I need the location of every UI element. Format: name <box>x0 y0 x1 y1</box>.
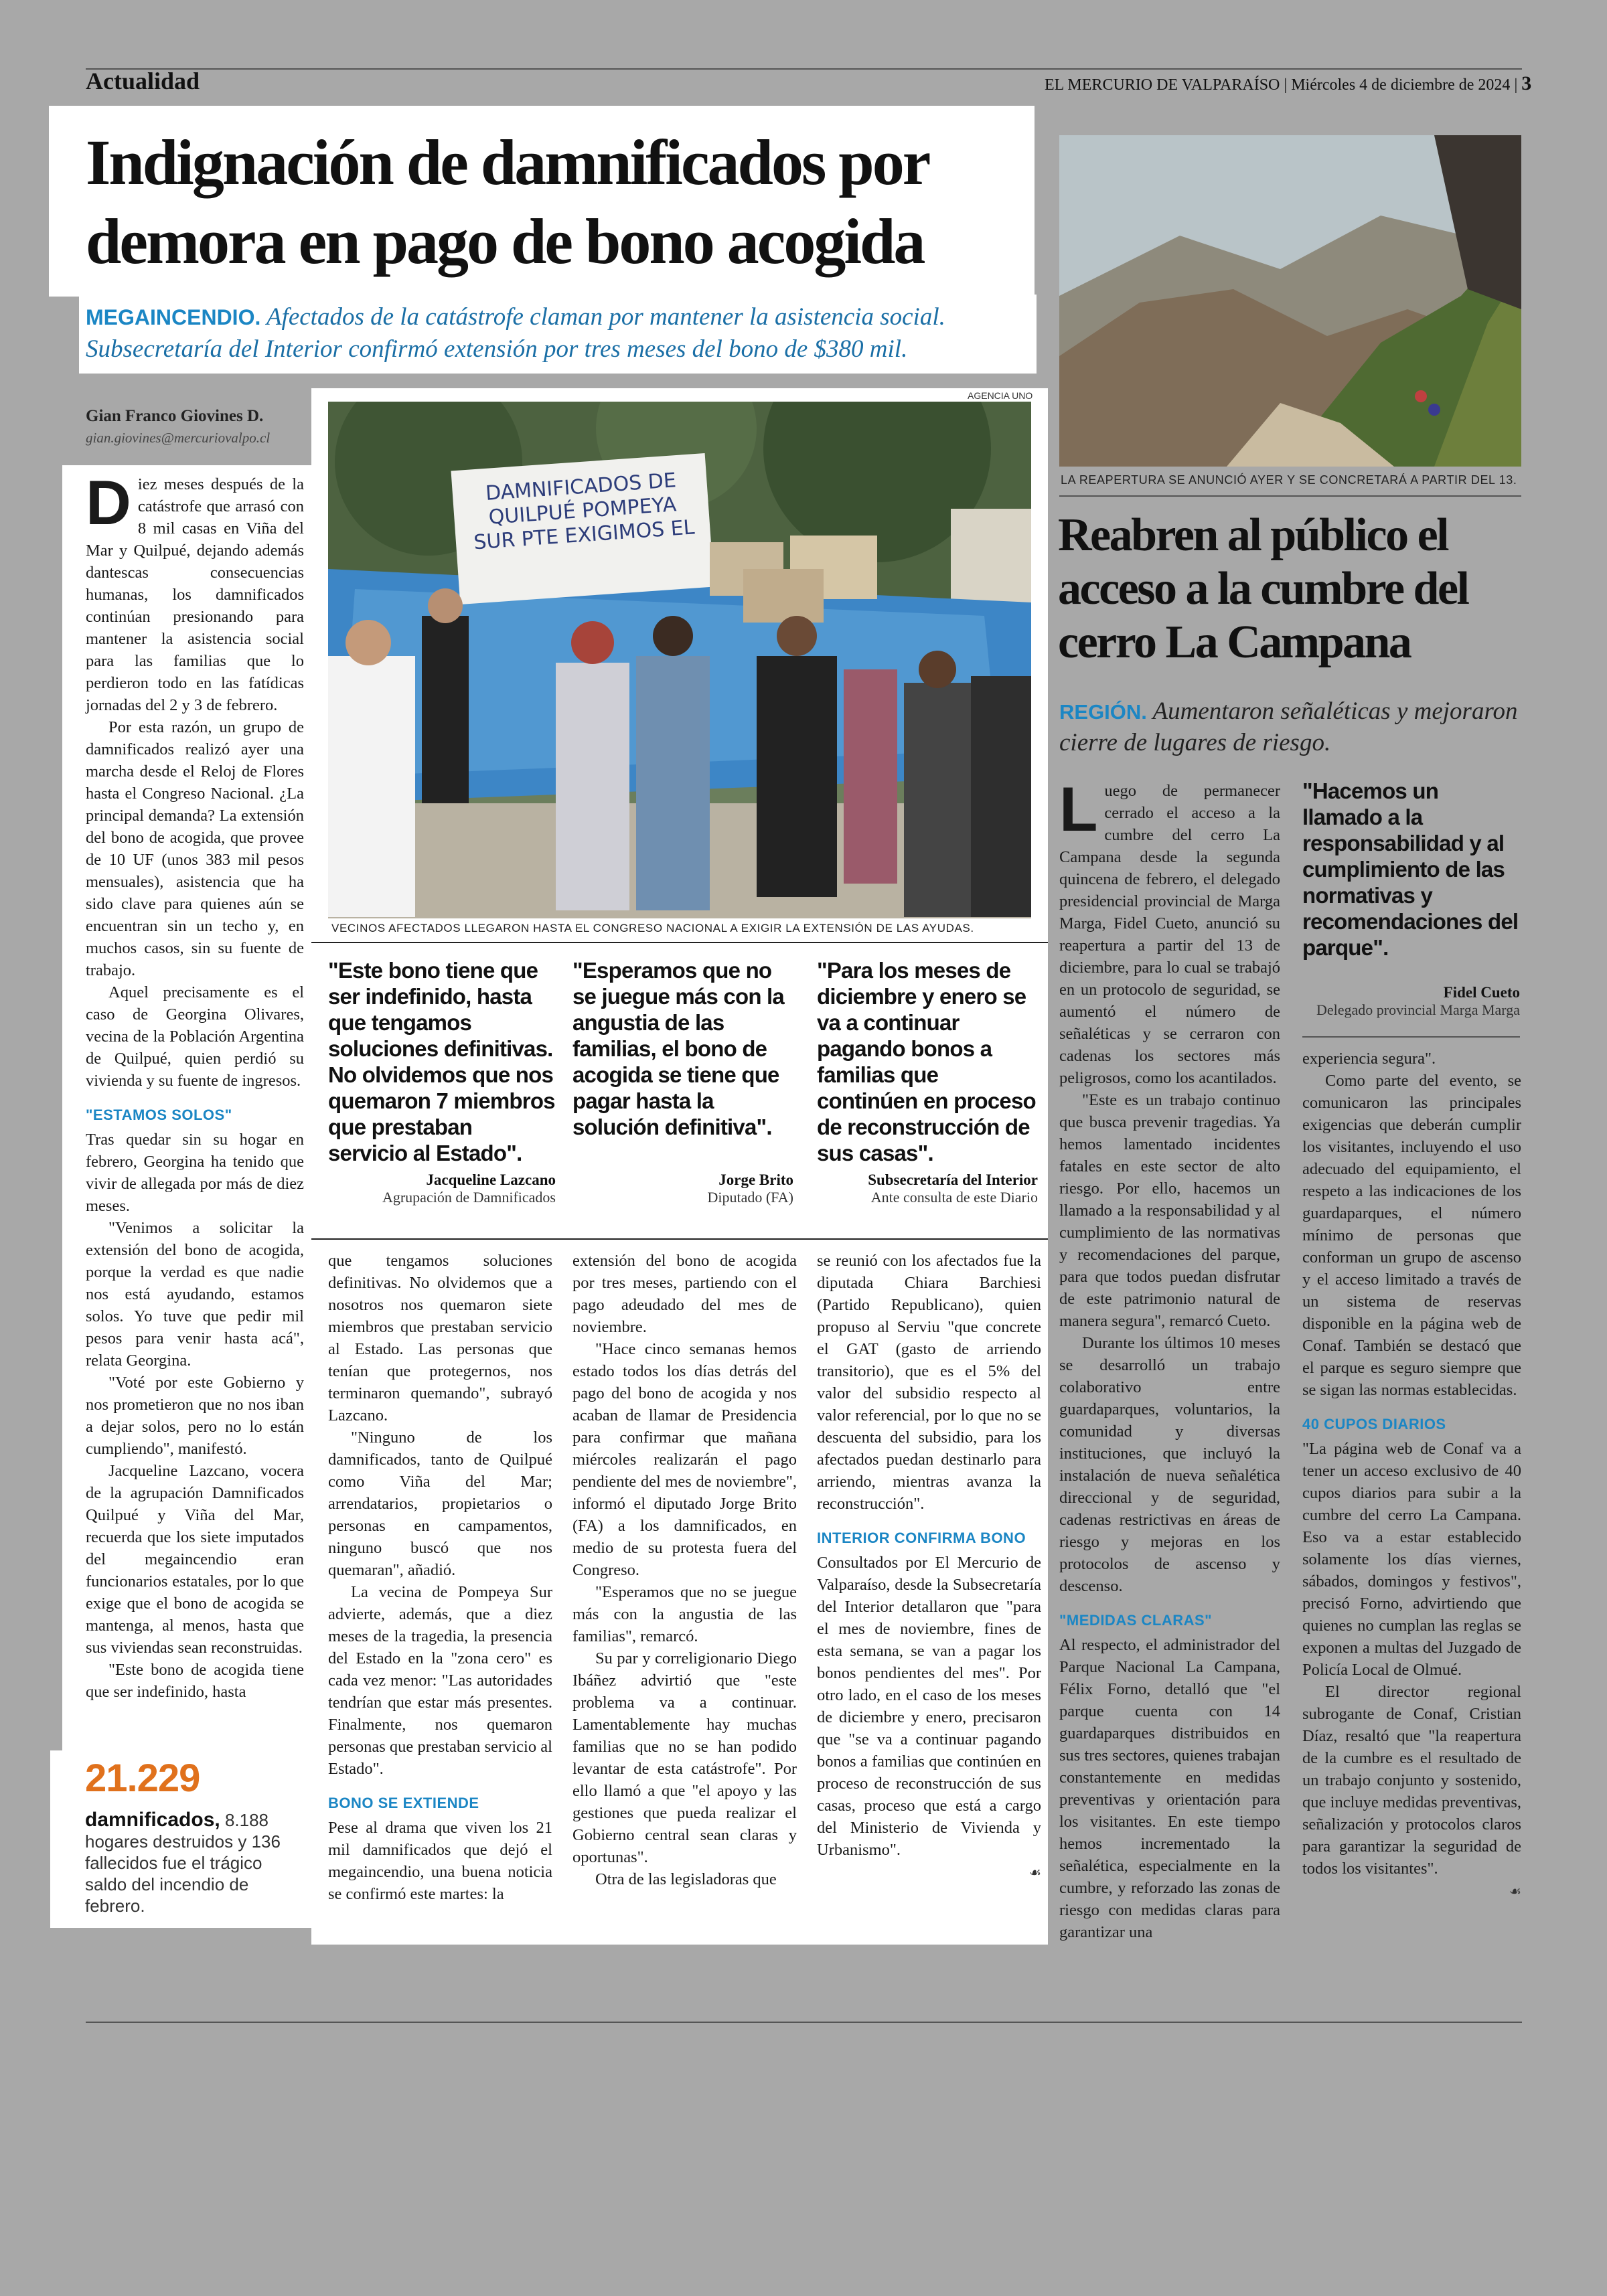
author: Gian Franco Giovines D. <box>86 407 264 425</box>
headline: Indignación de damnificados por demora en pago de bono acogida <box>86 127 929 277</box>
paragraph: que tengamos soluciones definitivas. No olvidemos que a nosotros nos quemaron siete miembros que prestaban servicio al Estado. Las personas que tenían que protegernos, nos terminaron quemando", subrayó Lazcano. <box>328 1252 552 1424</box>
paragraph: Aquel precisamente es el caso de Georgina Olivares, vecina de la Población Argentina de Quilpué, quien perdió su vivienda y su fuente de ingresos. <box>86 983 304 1090</box>
lead-box <box>79 295 1037 374</box>
paragraph: Otra de las legisladoras que <box>595 1870 777 1888</box>
end-mark-icon: ☙ <box>1029 1866 1041 1880</box>
stat-text: damnificados, 8.188 hogares destruidos y 136 fallecidos fue el trágico saldo del incendio de febrero. <box>85 1809 281 1916</box>
subheading: INTERIOR CONFIRMA BONO <box>817 1530 1026 1546</box>
paragraph: La vecina de Pompeya Sur advierte, además, que a diez meses de la tragedia, la presencia del Estado en la "zona cero" es cada vez menor: "Las autoridades tendrían que estar más presentes. Finalmente, nos quemaron personas que prestaban servicio al Estado". <box>328 1583 552 1778</box>
side-column-2 <box>1302 1048 1521 1903</box>
column-2 <box>328 1250 552 1905</box>
footer-rule <box>86 2022 1522 2023</box>
photo-credit: AGENCIA UNO <box>968 390 1033 401</box>
paragraph: "Este es un trabajo continuo que busca prevenir tragedias. Ya hemos lamentado incidentes fatales en este sector de alto riesgo. Por ello, hacemos un llamado a la responsabilidad y al cumplimiento de las normativas y recomendaciones del parque, para que todos puedan disfrutar de este patrimonio natural de manera segura", remarcó Cueto. <box>1059 1091 1280 1330</box>
paragraph: extensión del bono de acogida por tres meses, partiendo con el pago adeudado del mes de noviembre. <box>572 1252 797 1336</box>
paragraph: Durante los últimos 10 meses se desarrolló un trabajo colaborativo entre guardaparques, voluntarios, la comunidad y diversas instituciones, que incluyó la instalación de nueva señalética direccional y de seguridad, cadenas restrictivas en áreas de riesgo y mejoras en los protocolos de ascenso y descenso. <box>1059 1334 1280 1595</box>
column-3 <box>572 1250 797 1890</box>
subheading: "MEDIDAS CLARAS" <box>1059 1612 1213 1629</box>
paragraph: Como parte del evento, se comunicaron las principales exigencias que deberán cumplir los visitantes, incluyendo el uso adecuado del equipamiento, el respeto a las indicaciones de los guardaparques, el número mínimo de personas que conforman un grupo de ascenso y el acceso limitado a través de un sistema de reservas disponible en la página web de Conaf. También se destacó que el parque es seguro siempre que se sigan las normas establecidas. <box>1302 1072 1521 1399</box>
lead: MEGAINCENDIO. Afectados de la catástrofe claman por mantener la asistencia social. Subsecretaría del Interior confirmó extensión por tres meses del bono de $380 mil. <box>86 303 945 363</box>
paragraph: El director regional subrogante de Conaf, Cristian Díaz, resaltó que "la reapertura de la cumbre es el resultado de un trabajo conjunto y sostenido, que incluye medidas preventivas, señalización y protocolos claros para garantizar la seguridad de todos los visitantes". <box>1302 1683 1521 1878</box>
paragraph: "Voté por este Gobierno y nos prometieron que no nos iban a dejar solos, pero no lo están cumpliendo", manifestó. <box>86 1374 304 1458</box>
paragraph: "Esperamos que no se juegue más con la angustia de las familias", remarcó. <box>572 1583 797 1645</box>
paragraph: "Este bono de acogida tiene que ser indefinido, hasta <box>86 1661 304 1701</box>
masthead-line: EL MERCURIO DE VALPARAÍSO | Miércoles 4 de diciembre de 2024 | 3 <box>1045 72 1532 94</box>
side-photo-caption: LA REAPERTURA SE ANUNCIÓ AYER Y SE CONCRETARÁ A PARTIR DEL 13. <box>1061 473 1517 487</box>
paragraph: Su par y correligionario Diego Ibáñez advirtió que "este problema va a continuar. Lamentablemente hay muchas familias que no se han podido levantar de esta catástrofe". Por ello llamó a que "el apoyo y las gestiones que pueda realizar el Gobierno central sean claras y oportunas". <box>572 1649 797 1866</box>
paragraph: Por esta razón, un grupo de damnificados realizó ayer una marcha desde el Reloj de Flores hasta el Congreso Nacional. ¿La principal demanda? La extensión del bono de acogida, que provee de 10 UF (unos 383 mil pesos mensuales), asistencia que ha sido clave para quienes aún se encuentran sin un techo y, en muchos casos, sin su fuente de trabajo. <box>86 718 304 979</box>
column-4 <box>817 1250 1041 1884</box>
side-end-mark-icon: ☙ <box>1509 1884 1521 1899</box>
author-email[interactable]: gian.giovines@mercuriovalpo.cl <box>86 430 271 446</box>
paragraph: Tras quedar sin su hogar en febrero, Georgina ha tenido que vivir de allegada por más de diez meses. <box>86 1131 304 1215</box>
paragraph: "La página web de Conaf va a tener un acceso exclusivo de 40 cupos diarios para subir a la cumbre del cerro La Campana. Eso va a estar establecido solamente los días viernes, sábados, domingos y festivos", precisó Forno, advirtiendo que quienes no cumplan las reglas se exponen a multas del Juzgado de Policía Local de Olmué. <box>1302 1440 1521 1679</box>
paragraph: Diez meses después de la catástrofe que arrasó con 8 mil casas en Viña del Mar y Quilpué, dejando además dantescas consecuencias humanas, los damnificados continúan presionando para mantener la asistencia social para las familias que lo perdieron todo en las fatídicas jornadas del 2 y 3 de febrero. <box>86 467 304 714</box>
issue-date: Miércoles 4 de diciembre de 2024 <box>1291 76 1511 94</box>
quote-2-role: Diputado (FA) <box>707 1189 793 1206</box>
side-quote-role: Delegado provincial Marga Marga <box>1316 1001 1520 1018</box>
side-headline: Reabren al público el acceso a la cumbre del cerro La Campana <box>1058 509 1468 668</box>
subheading: 40 CUPOS DIARIOS <box>1302 1416 1446 1432</box>
side-quote-name: Fidel Cueto <box>1443 984 1520 1001</box>
side-kicker: REGIÓN. <box>1059 700 1147 724</box>
kicker: MEGAINCENDIO. <box>86 305 261 329</box>
protest-photo <box>328 402 1031 918</box>
banner-text: DAMNIFICADOS DE QUILPUÉ POMPEYA SUR PTE EXIGIMOS EL <box>473 469 696 555</box>
stat-number: 21.229 <box>85 1756 200 1800</box>
header-rule <box>86 68 1522 70</box>
photo-caption: VECINOS AFECTADOS LLEGARON HASTA EL CONGRESO NACIONAL A EXIGIR LA EXTENSIÓN DE LAS AYUDAS. <box>331 922 974 934</box>
paragraph: Luego de permanecer cerrado el acceso a la cumbre del cerro La Campana desde la segunda quincena de febrero, el delegado presidencial provincial de Marga Marga, Fidel Cueto, anunció su reapertura a partir del 13 de diciembre, para lo cual se trabajó en un protocolo de seguridad, se aumentó el número de señaléticas y se cerraron con cadenas los sectores más peligrosos, como los acantilados. <box>1059 774 1280 1087</box>
quote-3: "Para los meses de diciembre y enero se va a continuar pagando bonos a familias que continúen en proceso de reconstrucción de sus casas". <box>817 958 1036 1165</box>
paragraph: se reunió con los afectados fue la diputada Chiara Barchiesi (Partido Republicano), quien propuso al Serviu "que concrete el GAT (gasto de arriendo transitorio), que es el 5% del valor del subsidio respecto al valor referencial, por lo que no se descuenta del subsidio, para los afectados puedan destinarlo para arriendo, mientras avanza la reconstrucción". <box>817 1252 1041 1513</box>
paragraph: Al respecto, el administrador del Parque Nacional La Campana, Félix Forno, detalló que "el parque cuenta con 14 guardaparques distribuidos en sus tres sectores, quienes trabajan constantemente en medidas preventivas y orientación para los visitantes. En este tiempo hemos incrementado la señalética, especialmente en la cumbre, y reforzado las zonas de riesgo con medidas claras para garantizar una <box>1059 1636 1280 1941</box>
paragraph: Pese al drama que viven los 21 mil damnificados que dejó el megaincendio, una buena noticia se confirmó este martes: la <box>328 1819 552 1903</box>
subheading: "ESTAMOS SOLOS" <box>86 1106 232 1123</box>
paragraph: "Venimos a solicitar la extensión del bono de acogida, porque la verdad es que nadie nos está ayudando, estamos solos. Yo tuve que pedir mil pesos para venir hasta acá", relata Georgina. <box>86 1219 304 1370</box>
quote-1-role: Agrupación de Damnificados <box>382 1189 556 1206</box>
section-label: Actualidad <box>86 68 200 94</box>
center-box <box>311 388 1048 1945</box>
quote-1: "Este bono tiene que ser indefinido, hasta que tengamos soluciones definitivas. No olvidemos que nos quemaron 7 miembros que prestaban servicio al Estado". <box>328 958 555 1165</box>
side-lead: REGIÓN. Aumentaron señaléticas y mejoraron cierre de lugares de riesgo. <box>1059 698 1518 756</box>
paragraph: experiencia segura". <box>1302 1050 1436 1068</box>
side-column-1 <box>1059 774 1280 1943</box>
title-box <box>49 106 1035 297</box>
column-1 <box>62 465 311 1754</box>
side-drop-cap: L <box>1059 774 1098 844</box>
page-number: 3 <box>1521 72 1532 94</box>
quote-3-name: Subsecretaría del Interior <box>868 1171 1038 1188</box>
stat-box <box>50 1750 313 1928</box>
paragraph: "Hace cinco semanas hemos estado todos los días detrás del pago del bono de acogida y nos acaban de llamar de Presidencia para confirmar que mañana miércoles realizarán el pago pendiente del mes de noviembre", informó el diputado Jorge Brito (FA) a los damnificados, en medio de su protesta fuera del Congreso. <box>572 1340 797 1579</box>
paper-name: EL MERCURIO DE VALPARAÍSO <box>1045 76 1280 94</box>
quote-3-role: Ante consulta de este Diario <box>870 1189 1038 1206</box>
quote-1-name: Jacqueline Lazcano <box>426 1171 556 1188</box>
side-quote: "Hacemos un llamado a la responsabilidad y al cumplimiento de las normativas y recomendaciones del parque". <box>1302 778 1519 960</box>
paragraph: "Ninguno de los damnificados, tanto de Quilpué como Viña del Mar; arrendatarios, propietarios o personas en campamentos, ninguno buscó que nos quemaran", añadió. <box>328 1428 552 1579</box>
quote-2-name: Jorge Brito <box>718 1171 793 1188</box>
quote-2: "Esperamos que no se juegue más con la angustia de las familias, el bono de acogida se tiene que pagar hasta la solución definitiva". <box>572 958 784 1139</box>
mountain-photo <box>1059 135 1521 467</box>
paragraph: Consultados por El Mercurio de Valparaíso, desde la Subsecretaría del Interior detallaron que "para el mes de noviembre, fines de esta semana, se van a pagar los bonos pendientes del mes". Por otro lado, en el caso de los meses de diciembre y enero, precisaron que "se va a continuar pagando bonos a familias que continúen en proceso de reconstrucción de sus casas, proceso que está a cargo del Ministerio de Vivienda y Urbanismo". <box>817 1554 1041 1859</box>
mountain-photo-drawing <box>1059 135 1521 467</box>
subheading: BONO SE EXTIENDE <box>328 1795 479 1811</box>
paragraph: Jacqueline Lazcano, vocera de la agrupación Damnificados Quilpué y Viña del Mar, recuerda que los siete imputados del megaincendio eran funcionarios estatales, por lo que exige que el bono de acogida se mantenga, al menos, hasta que sus viviendas sean reconstruidas. <box>86 1462 304 1657</box>
drop-cap: D <box>86 467 131 538</box>
